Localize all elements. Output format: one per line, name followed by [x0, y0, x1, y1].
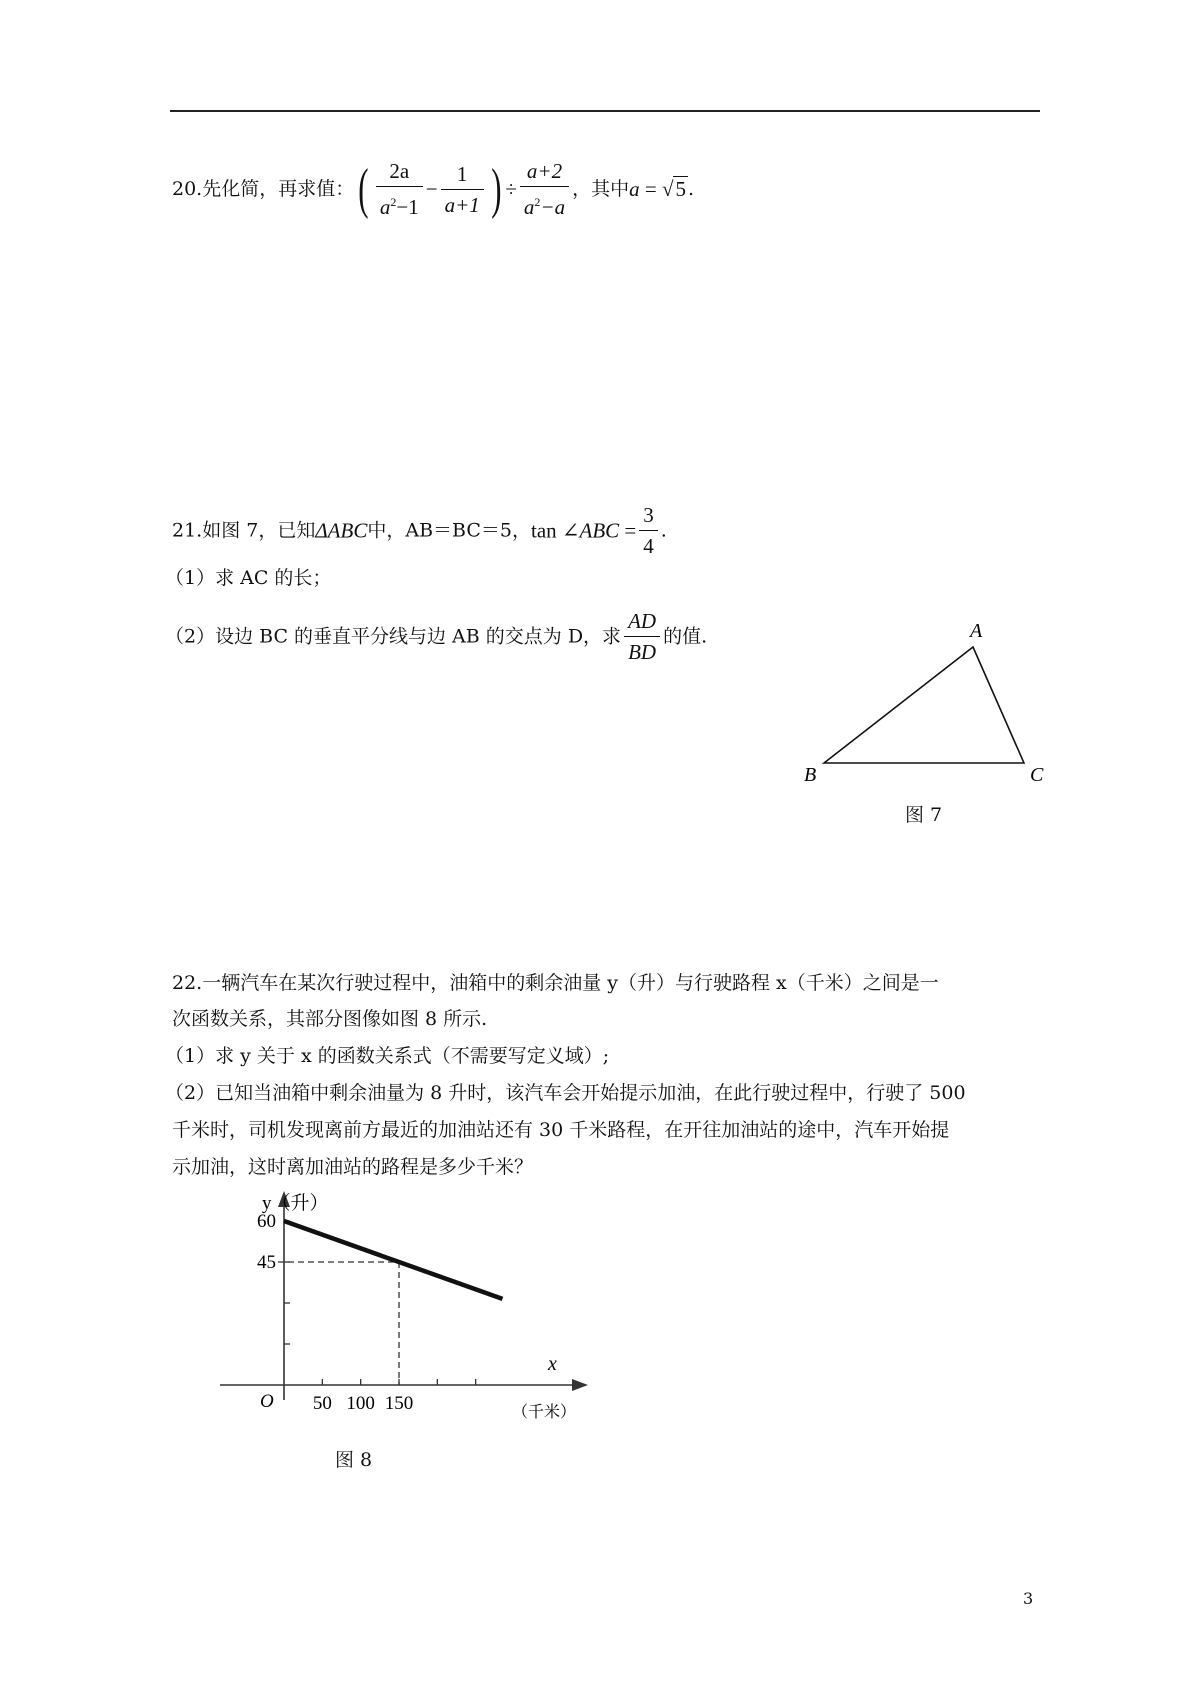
figure-7-triangle	[790, 615, 1060, 785]
question-20: 20.先化简，再求值：( $\frac{2a}{a^2-1}$ − $\frac{1}{a+1}$ ) ÷ $\frac{a+2}{a^2-a}$ ，其中a = √5 .	[172, 158, 695, 220]
q22-line6: 示加油，这时离加油站的路程是多少千米？	[172, 1156, 534, 1178]
q20-expression: ( $\frac{2a}{a^2-1}$ − $\frac{1}{a+1}$ ) ÷ $\frac{a+2}{a^2-a}$	[354, 175, 572, 199]
series-line	[284, 1221, 503, 1299]
q20-prefix: 20.先化简，再求值：	[172, 177, 355, 200]
q20-frac1: $\frac{2a}{a^2-1}$	[376, 158, 423, 220]
q22-line1: 22.一辆汽车在某次行驶过程中，油箱中的剩余油量 y（升）与行驶路程 x（千米）之间是一	[172, 972, 939, 994]
x-axis-arrow	[572, 1379, 588, 1391]
figure-8-caption: 图 8	[335, 1449, 373, 1471]
q21-part2: （2）设边 BC 的垂直平分线与边 AB 的交点为 D，求 $\frac{AD}{BD}$ 的值.	[165, 609, 708, 664]
vertex-a-label: A	[970, 620, 983, 642]
q21-ad-bd-fraction: $\frac{AD}{BD}$	[624, 608, 660, 665]
x-tick-label: 50	[312, 1393, 332, 1414]
figure-7-caption: 图 7	[905, 804, 943, 826]
vertex-c-label: C	[1030, 764, 1044, 785]
question-21: 21.如图 7，已知ΔABC中，AB＝BC＝5，tan ∠ABC = $\frac{3}{4}$ .	[172, 503, 667, 558]
q20-frac3: $\frac{a+2}{a^2-a}$	[520, 158, 569, 220]
origin-label: O	[260, 1391, 274, 1412]
q21-part1: （1）求 AC 的长；	[165, 567, 332, 589]
q22-line5: 千米时，司机发现离前方最近的加油站还有 30 千米路程，在开往加油站的途中，汽车开始提	[172, 1119, 950, 1141]
triangle-abc	[824, 647, 1024, 763]
x-tick-label: 150	[384, 1393, 414, 1414]
vertex-b-label: B	[804, 764, 817, 785]
sqrt-5: √5	[661, 176, 686, 201]
q20-frac2: $\frac{1}{a+1}$	[441, 161, 484, 218]
header-rule	[170, 110, 1040, 112]
left-paren: (	[358, 158, 369, 220]
page-number: 3	[1023, 1589, 1034, 1608]
q22-line2: 次函数关系，其部分图像如图 8 所示.	[172, 1008, 488, 1030]
right-paren: )	[490, 158, 502, 220]
figure-8-chart	[210, 1185, 600, 1430]
y-tick-label: 60	[257, 1211, 276, 1232]
y-tick-label: 45	[257, 1252, 276, 1273]
y-axis-label: y（升）	[262, 1193, 329, 1214]
x-axis-label: x	[548, 1353, 557, 1375]
q21-fraction: $\frac{3}{4}$	[639, 502, 658, 559]
q22-line4: （2）已知当油箱中剩余油量为 8 升时，该汽车会开始提示加油，在此行驶过程中，行驶了 500	[165, 1082, 966, 1104]
x-axis-unit: （千米）	[512, 1404, 577, 1421]
x-tick-label: 100	[346, 1393, 375, 1414]
q22-line3: （1）求 y 关于 x 的函数关系式（不需要写定义域）;	[165, 1045, 610, 1067]
